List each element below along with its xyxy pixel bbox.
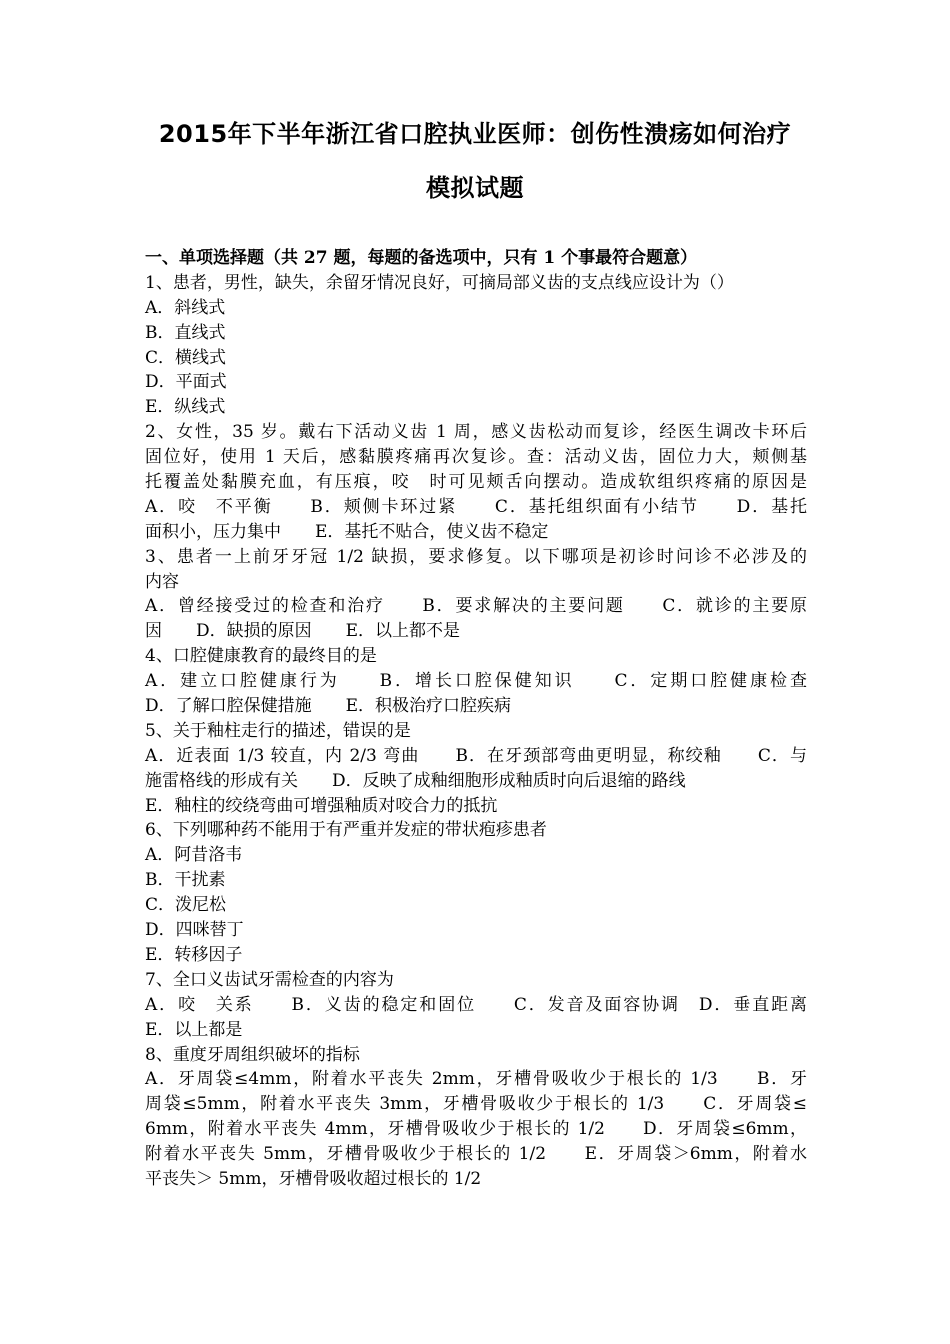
text-line: A．牙周袋≤4mm，附着水平丧失 2mm，牙槽骨吸收少于根长的 1/3 B．牙	[145, 1069, 807, 1090]
document-title-line-2: 模拟试题	[426, 174, 524, 202]
text-line: C．横线式	[145, 347, 227, 368]
text-line: E．转移因子	[145, 944, 243, 965]
text-line: B．干扰素	[145, 870, 226, 891]
text-line: A．建立口腔健康行为 B．增长口腔保健知识 C．定期口腔健康检查	[145, 671, 807, 692]
text-line: D．了解口腔保健措施 E．积极治疗口腔疾病	[145, 696, 512, 717]
text-line: 因 D．缺损的原因 E．以上都不是	[145, 621, 461, 642]
document-body	[145, 246, 807, 1192]
text-line: 1、患者，男性，缺失，余留牙情况良好，可摘局部义齿的支点线应设计为（）	[145, 272, 734, 293]
text-line: A．阿昔洛韦	[145, 845, 243, 866]
text-line: A．斜线式	[145, 297, 226, 318]
text-line: A．咬 关系 B．义齿的稳定和固位 C．发音及面容协调 D．垂直距离	[145, 994, 807, 1015]
text-line: 8、重度牙周组织破坏的指标	[145, 1044, 360, 1065]
text-line: B．直线式	[145, 322, 226, 343]
document-title-line-1: 2015年下半年浙江省口腔执业医师：创伤性溃疡如何治疗	[158, 120, 792, 148]
section-heading: 一、单项选择题（共 27 题，每题的备选项中，只有 1 个事最符合题意）	[145, 248, 698, 268]
text-line: 托覆盖处黏膜充血，有压痕，咬 时可见颊舌向摆动。造成软组织疼痛的原因是	[145, 472, 807, 493]
text-line: 3、患者一上前牙牙冠 1/2 缺损，要求修复。以下哪项是初诊时问诊不必涉及的	[145, 546, 807, 567]
text-line: 面积小，压力集中 E．基托不贴合，使义齿不稳定	[145, 521, 549, 542]
text-line: E．釉柱的绞绕弯曲可增强釉质对咬合力的抵抗	[145, 795, 498, 816]
text-line: D．平面式	[145, 372, 227, 393]
text-line: 7、全口义齿试牙需检查的内容为	[145, 969, 394, 990]
text-line: 施雷格线的形成有关 D．反映了成釉细胞形成釉质时向后退缩的路线	[145, 770, 686, 791]
text-line: 4、口腔健康教育的最终目的是	[145, 646, 377, 667]
text-line: 5、关于釉柱走行的描述，错误的是	[145, 720, 411, 741]
text-line: 2、女性，35 岁。戴右下活动义齿 1 周，感义齿松动而复诊，经医生调改卡环后	[145, 422, 807, 443]
text-line: 内容	[145, 571, 179, 592]
text-line: 固位好，使用 1 天后，感黏膜疼痛再次复诊。查：活动义齿，固位力大，颊侧基	[145, 447, 807, 468]
text-line: D．四咪替丁	[145, 920, 244, 941]
text-line: C．泼尼松	[145, 895, 227, 916]
text-line: E．以上都是	[145, 1019, 243, 1040]
text-line: A．咬 不平衡 B．颊侧卡环过紧 C．基托组织面有小结节 D．基托	[145, 496, 807, 517]
text-line: A．曾经接受过的检查和治疗 B．要求解决的主要问题 C．就诊的主要原	[145, 596, 807, 617]
text-line: 周袋≤5mm，附着水平丧失 3mm，牙槽骨吸收少于根长的 1/3 C．牙周袋≤	[145, 1094, 807, 1115]
text-line: E．纵线式	[145, 397, 226, 418]
text-line: A．近表面 1/3 较直，内 2/3 弯曲 B．在牙颈部弯曲更明显，称绞釉 C．与	[145, 745, 807, 766]
text-line: 平丧失＞ 5mm，牙槽骨吸收超过根长的 1/2	[145, 1168, 482, 1189]
text-line: 6、下列哪种药不能用于有严重并发症的带状疱疹患者	[145, 820, 547, 841]
text-line: 附着水平丧失 5mm，牙槽骨吸收少于根长的 1/2 E．牙周袋＞6mm，附着水	[145, 1144, 807, 1165]
text-line: 6mm，附着水平丧失 4mm，牙槽骨吸收少于根长的 1/2 D．牙周袋≤6mm，	[145, 1119, 807, 1140]
